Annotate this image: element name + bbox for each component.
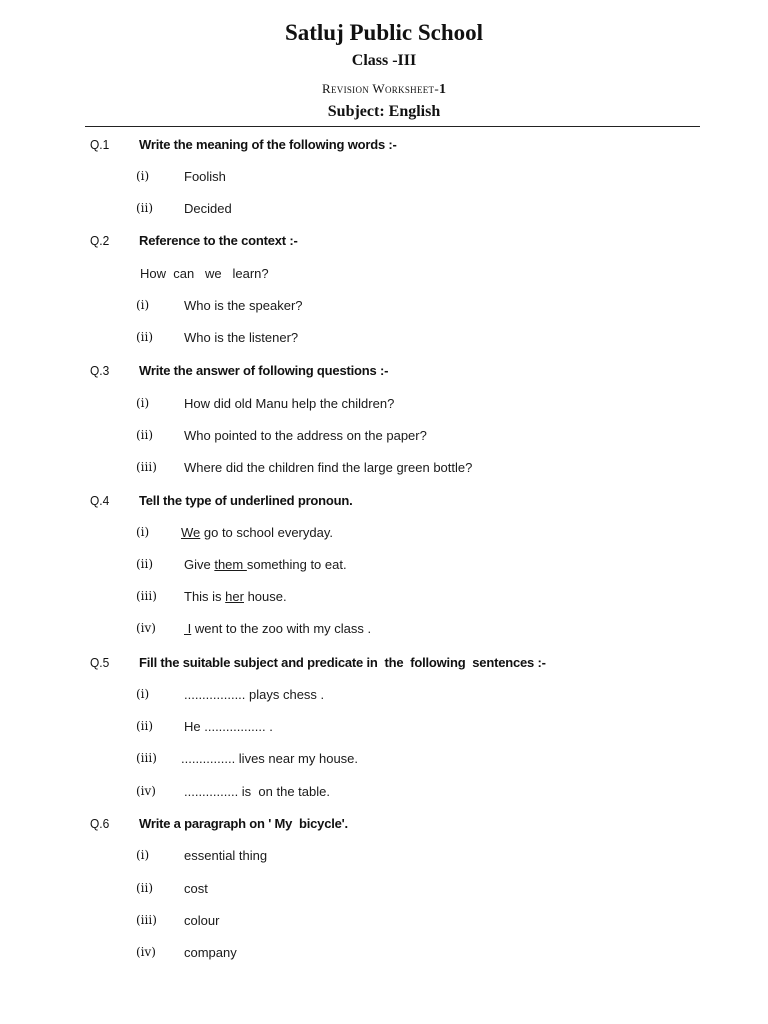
underlined-pronoun: I	[184, 621, 192, 636]
item-text: colour	[184, 913, 220, 928]
item-label: (iii)	[136, 460, 157, 474]
item-text: How did old Manu help the children?	[184, 396, 395, 411]
item-post: went to the zoo with my class .	[191, 621, 372, 636]
worksheet-label: Revision Worksheet-	[322, 81, 439, 96]
school-name: Satluj Public School	[284, 20, 484, 45]
underlined-pronoun: her	[225, 589, 244, 604]
question-number: Q.4	[90, 493, 110, 508]
item-post: house.	[243, 589, 287, 604]
item-label: (iii)	[136, 913, 157, 927]
item-post: go to school everyday.	[200, 525, 333, 540]
item-text	[184, 557, 347, 572]
question-number: Q.3	[90, 363, 110, 378]
item-label: (ii)	[136, 557, 154, 571]
item-label: (iv)	[136, 621, 156, 635]
item-label: (ii)	[136, 719, 154, 733]
item-label: (i)	[136, 298, 150, 312]
question-number: Q.5	[90, 655, 110, 670]
question-number: Q.2	[90, 233, 110, 248]
header-divider	[85, 126, 700, 127]
item-text	[184, 621, 371, 636]
context-line: How can we learn?	[140, 266, 269, 281]
item-label: (ii)	[136, 881, 154, 895]
item-label: (i)	[136, 525, 150, 539]
item-text: Where did the children find the large green bottle?	[184, 460, 473, 475]
item-text: He ................. .	[184, 719, 273, 734]
item-label: (ii)	[136, 330, 154, 344]
question-text: Tell the type of underlined pronoun.	[139, 493, 353, 508]
worksheet-title	[0, 81, 768, 98]
question-number: Q.6	[90, 816, 110, 831]
question-text: Fill the suitable subject and predicate in the following sentences :-	[139, 655, 546, 670]
item-text	[184, 589, 287, 604]
item-label: (i)	[136, 848, 150, 862]
underlined-pronoun: We	[181, 525, 201, 540]
item-label: (i)	[136, 687, 150, 701]
question-number: Q.1	[90, 137, 110, 152]
item-label: (iv)	[136, 784, 156, 798]
item-text: ............... is on the table.	[184, 784, 330, 799]
item-label: (i)	[136, 169, 150, 183]
item-pre: Give	[184, 557, 215, 572]
item-text: Who pointed to the address on the paper?	[184, 428, 427, 443]
item-text: Who is the speaker?	[184, 298, 303, 313]
item-label: (i)	[136, 396, 150, 410]
item-text: company	[184, 945, 237, 960]
question-text: Write the answer of following questions :-	[139, 363, 389, 378]
item-text: Decided	[184, 201, 232, 216]
item-text: Foolish	[184, 169, 226, 184]
question-text: Write a paragraph on ' My bicycle'.	[139, 816, 348, 831]
class-label: Class -III	[351, 52, 417, 69]
subject-label: Subject: English	[327, 103, 441, 120]
item-post: something to eat.	[246, 557, 347, 572]
item-text: ................. plays chess .	[184, 687, 325, 702]
item-pre: This is	[184, 589, 226, 604]
item-text: essential thing	[184, 848, 268, 863]
underlined-pronoun: them	[214, 557, 247, 572]
item-text: ............... lives near my house.	[181, 751, 359, 766]
worksheet-number: 1	[438, 82, 446, 97]
item-text: cost	[184, 881, 208, 896]
question-text: Write the meaning of the following words :-	[139, 137, 397, 152]
item-text: Who is the listener?	[184, 330, 299, 345]
question-text: Reference to the context :-	[139, 233, 298, 248]
item-label: (iv)	[136, 945, 156, 959]
item-label: (iii)	[136, 589, 157, 603]
item-label: (ii)	[136, 428, 154, 442]
item-label: (ii)	[136, 201, 154, 215]
item-label: (iii)	[136, 751, 157, 765]
item-text	[181, 525, 333, 540]
